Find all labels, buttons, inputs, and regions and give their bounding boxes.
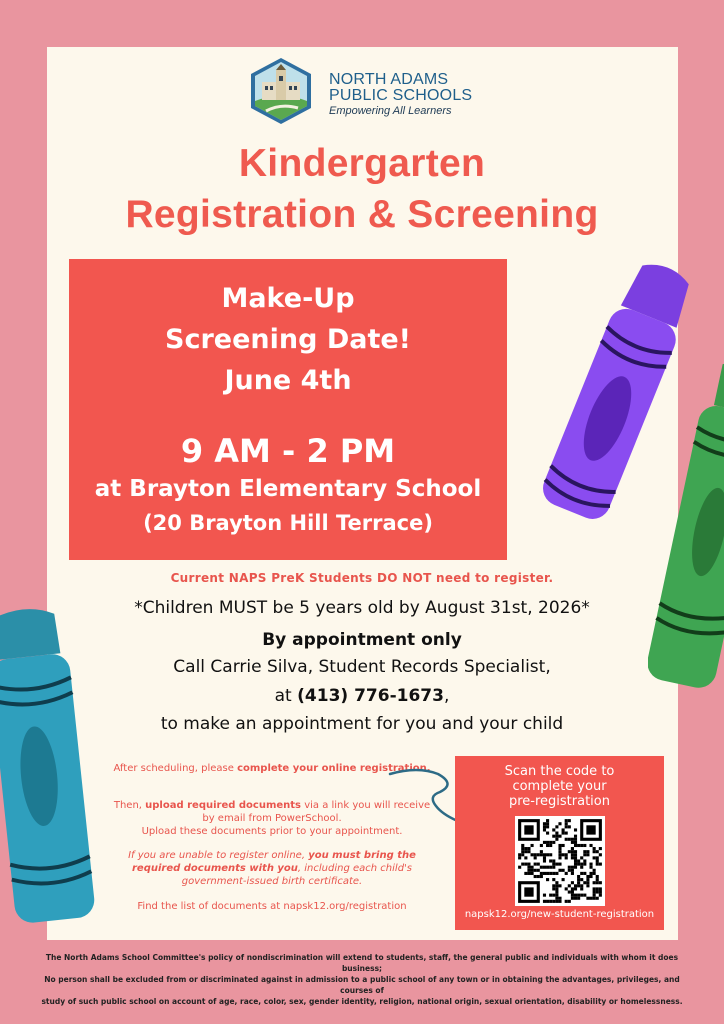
phone-number: (413) 776-1673	[297, 686, 444, 706]
i3-text-c: , including each child's government-issued birth certificate.	[181, 863, 412, 887]
school-building-logo-icon	[246, 56, 316, 126]
make-appointment: to make an appointment for you and your child	[160, 714, 564, 734]
i2-bold: upload required documents	[145, 800, 302, 811]
call-contact: Call Carrie Silva, Student Records Specialist,	[173, 657, 551, 677]
nondiscrimination-footer	[30, 952, 694, 1007]
makeup-time: 9 AM - 2 PM	[180, 432, 396, 470]
i1-text: After scheduling, please	[113, 763, 238, 774]
i2-text-c: via a link you will receive by email from PowerSchool.	[202, 800, 431, 824]
qr-code-icon[interactable]	[515, 816, 605, 906]
qr-code-box	[455, 756, 664, 930]
i3-text-a: If you are unable to register online,	[128, 850, 309, 861]
footer-line3: study of such public school on account of age, race, color, sex, gender identity, religion, national origin, sexual orientation, disability or homelessness.	[41, 997, 683, 1006]
instruction-documents-link[interactable]: Find the list of documents at napsk12.org/registration	[137, 901, 407, 912]
qr-caption-line1: Scan the code to	[504, 764, 615, 779]
title-line2: Registration & Screening	[125, 193, 599, 236]
qr-caption	[455, 764, 664, 809]
qr-caption-line2: complete your	[512, 779, 607, 794]
qr-url[interactable]: napsk12.org/new-student-registration	[464, 909, 655, 920]
i2-text-a: Then,	[113, 800, 146, 811]
i1-bold: complete your online registration.	[237, 763, 431, 774]
i2-text-d: Upload these documents prior to your appointment.	[141, 826, 403, 837]
i3-bold: you must bring the required documents with you	[131, 850, 416, 874]
makeup-line1: Make-Up	[221, 283, 355, 314]
district-name	[329, 72, 472, 117]
district-tagline: Empowering All Learners	[329, 105, 452, 117]
footer-line1: The North Adams School Committee's policy of nondiscrimination will extend to students, staff, the general public and individuals with whom it does business;	[45, 953, 679, 973]
makeup-address: (20 Brayton Hill Terrace)	[143, 511, 433, 535]
makeup-line2: Screening Date!	[165, 324, 411, 355]
district-name-line2: PUBLIC SCHOOLS	[329, 87, 473, 104]
phone-suffix: ,	[443, 686, 450, 706]
phone-prefix: at	[274, 686, 298, 706]
district-name-line1: NORTH ADAMS	[329, 71, 449, 88]
footer-line2: No person shall be excluded from or discriminated against in admission to a public school of any town or in obtaining the advantages, privileges, and courses of	[44, 975, 680, 995]
title-line1: Kindergarten	[238, 142, 486, 185]
appointment-only: By appointment only	[262, 630, 462, 650]
makeup-date-box	[69, 259, 507, 560]
phone-line	[0, 686, 724, 706]
age-requirement: *Children MUST be 5 years old by August 31st, 2026*	[134, 598, 590, 618]
makeup-date: June 4th	[224, 365, 352, 396]
instruction-offline	[107, 849, 437, 888]
makeup-location: at Brayton Elementary School	[94, 476, 482, 502]
naps-note: Current NAPS PreK Students DO NOT need to register.	[170, 571, 554, 585]
qr-caption-line3: pre-registration	[508, 794, 610, 809]
